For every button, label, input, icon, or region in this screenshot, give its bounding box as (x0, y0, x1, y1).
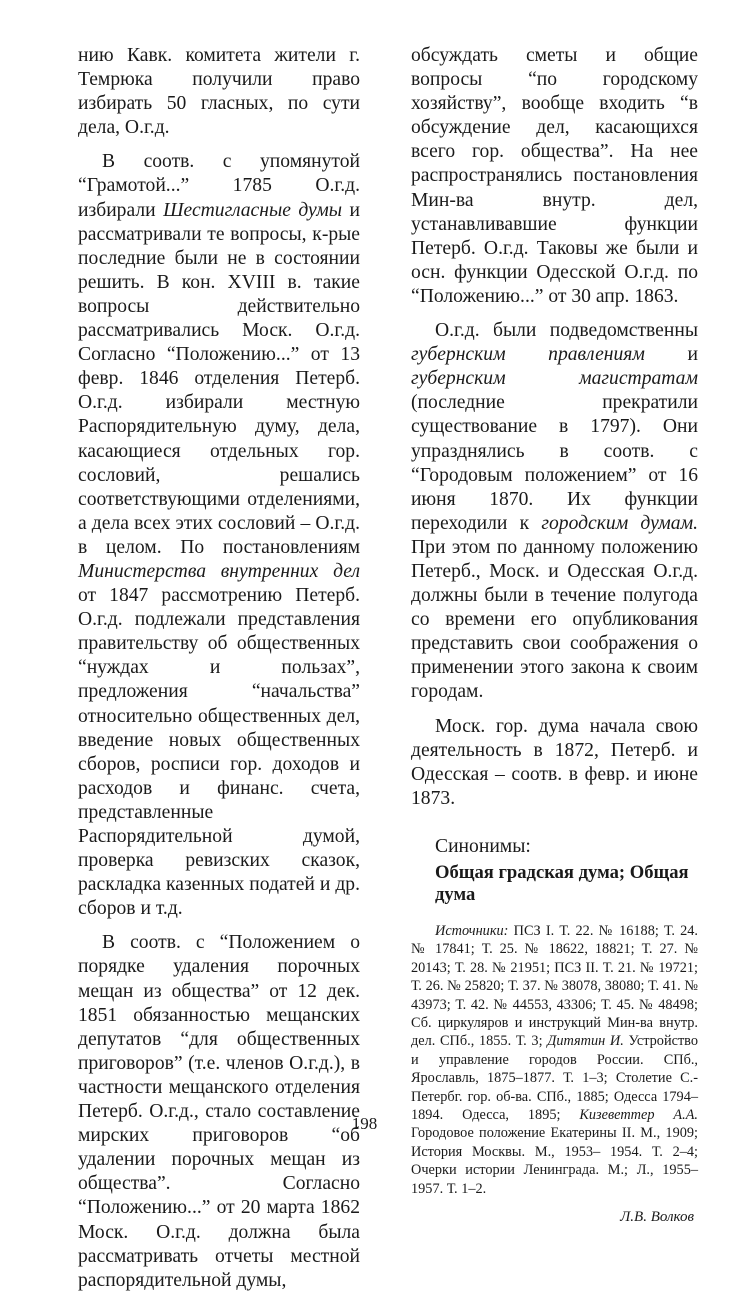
source-author-kizevetter: Кизеветтер А.А. (579, 1106, 698, 1123)
right-paragraph-1: обсуждать сметы и общие вопросы “по городскому хозяйству”, вообще входить “в обсуждение дел, касающихся всего гор. общества”. На нее распространялись постановления Мин-ва внутр. дел, устанавливавшие функции Петерб. О.г.д. Таковы же были и осн. функции Одесской О.г.д. по “Положению...” от 30 апр. 1863. (411, 45, 698, 307)
right-paragraph-2-text-c: (последние прекратили существование в 1797). Они упразднялись в соотв. с “Городовым положением” от 16 июня 1870. Их функции переходили к (411, 392, 698, 534)
synonyms-list: Общая градская дума; Общая дума (435, 861, 689, 905)
right-column (411, 44, 698, 1226)
term-ministerstvo-vnutrennikh-del: Министерства внутренних дел (78, 560, 360, 582)
left-paragraph-2-text-c: от 1847 рассмотрению Петерб. О.г.д. подлежали представления правительству об общественных “нуждах и пользах”, предложения “начальства” относительно общественных дел, введение новых общественных сборов, росписи гор. доходов и расходов и финанс. счета, представленные Распорядительной думой, проверка ревизских сказок, раскладка казенных податей и др. сборов и т.д. (78, 585, 360, 920)
term-gubernskie-magistraty: губернским магистратам (411, 368, 698, 390)
sources-label: Источники: (435, 922, 509, 939)
left-paragraph-2-text-b: и рассматривали те вопросы, к-рые последние были не в состоянии решить. В кон. XVIII в. такие вопросы действительно рассматривались Моск. О.г.д. Согласно “Положению...” от 13 февр. 1846 отделения Петерб. О.г.д. избирали местную Распорядительную думу, дела, касающиеся отдельных гор. сословий, решались соответствующими отделениями, а дела всех этих сословий – О.г.д. в целом. По постановлениям (78, 199, 360, 558)
right-paragraph-2 (411, 319, 698, 705)
synonyms-heading: Синонимы: (435, 835, 531, 857)
left-column (78, 44, 360, 1293)
right-paragraph-2-text-d: При этом по данному положению Петерб., Моск. и Одесская О.г.д. должны были в течение полугода со времени его опубликования представить свои соображения о применении этого закона к своим городам. (411, 536, 698, 703)
right-paragraph-3: Моск. гор. дума начала свою деятельность в 1872, Петерб. и Одесская – соотв. в февр. и июне 1873. (411, 715, 698, 809)
left-paragraph-3: В соотв. с “Положением о порядке удаления порочных мещан из общества” от 12 дек. 1851 обязанностью мещанских депутатов “для общественных приговоров” (т.е. членов О.г.д.), в частности мещанского отделения Петерб. О.г.д., стало составление мирских приговоров “об удалении порочных мещан из общества”. Согласно “Положению...” от 20 марта 1862 Моск. О.г.д. должна была рассматривать отчеты местной распорядительной думы, (78, 932, 360, 1291)
term-shestiglasnye-dumy: Шестигласные думы (163, 199, 343, 221)
source-author-dityatin: Дитятин И. (547, 1033, 624, 1050)
term-gubernskie-pravleniya: губернским правлениям (411, 344, 645, 366)
right-paragraph-2-text-a: О.г.д. были подведомственны (435, 320, 698, 342)
sources-text-b: Устройство и управление городов России. СПб., Ярославль, 1875–1877. Т. 1–3; Столетие С.-Петербг. гор. об-ва. СПб., 1885; Одесса 1794–1894. Одесса, 1895; (411, 1033, 698, 1123)
sources-text-a: ПСЗ I. Т. 22. № 16188; Т. 24. № 17841; Т. 25. № 18622, 18821; Т. 27. № 20143; Т. 28. № 21951; ПСЗ II. Т. 21. № 19721; Т. 26. № 25820; Т. 37. № 38078, 38080; Т. 41. № 43973; Т. 42. № 44553, 43306; Т. 45. № 48498; Сб. циркуляров и инструкций Мин-ва внутр. дел. СПб., 1855. Т. 3; (411, 922, 698, 1050)
page-number: 198 (351, 1114, 378, 1133)
sources-text-c: Городовое положение Екатерины II. М., 1909; История Москвы. М., 1953– 1954. Т. 2–4; Очерки истории Ленинграда. М.; Л., 1955– 1957. Т. 1–2. (411, 1125, 698, 1197)
sources-block (411, 922, 698, 1198)
right-paragraph-2-text-b: и (644, 344, 698, 366)
left-paragraph-1: нию Кавк. комитета жители г. Темрюка получили право избирать 50 гласных, по сути дела, О.г.д. (78, 45, 360, 139)
left-paragraph-2-text-a: В соотв. с упомянутой “Грамотой...” 1785 О.г.д. избирали (78, 151, 360, 221)
term-gorodskie-dumy: городским думам. (541, 512, 698, 534)
article-author: Л.В. Волков (620, 1209, 694, 1225)
left-paragraph-2 (78, 150, 360, 921)
